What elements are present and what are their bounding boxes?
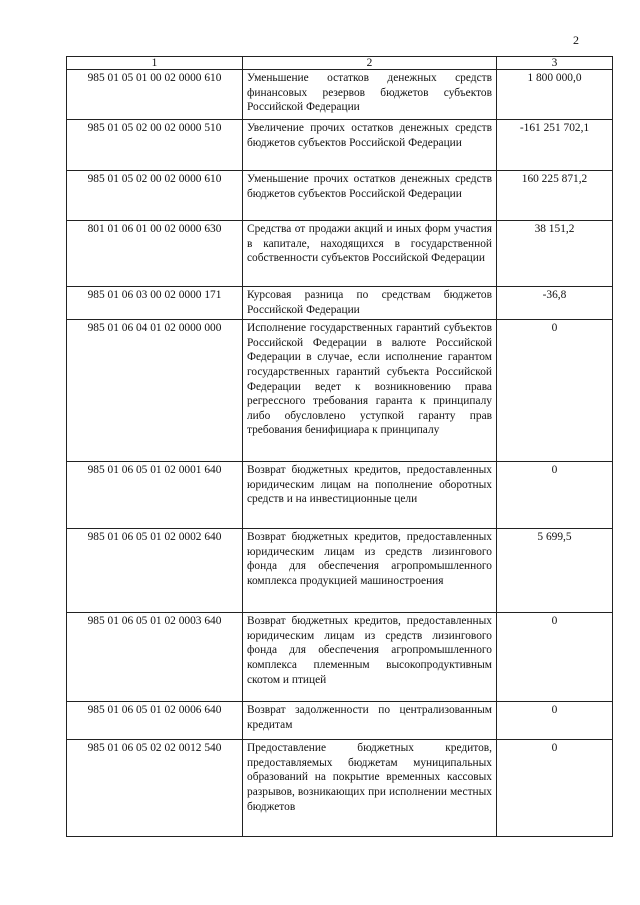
row-amount: 0 [497,613,613,702]
row-description: Уменьшение остатков денежных средств финансовых резервов бюджетов субъектов Российской Федерации [243,70,497,120]
table-row [67,120,613,171]
table-header-row [67,57,613,70]
table-row [67,221,613,287]
row-description: Предоставление бюджетных кредитов, предоставляемых бюджетам муниципальных образований на покрытие временных кассовых разрывов, возникающих при исполнении местных бюджетов [243,740,497,837]
row-amount: 0 [497,320,613,462]
row-description: Увеличение прочих остатков денежных средств бюджетов субъектов Российской Федерации [243,120,497,171]
row-code: 985 01 05 01 00 02 0000 610 [67,70,243,120]
table-row [67,171,613,221]
row-description: Средства от продажи акций и иных форм участия в капитале, находящихся в государственной собственности субъектов Российской Федерации [243,221,497,287]
row-amount: 0 [497,702,613,740]
table-row [67,462,613,529]
row-amount: -36,8 [497,287,613,320]
column-header-description: 2 [243,57,497,70]
column-header-amount: 3 [497,57,613,70]
row-description: Курсовая разница по средствам бюджетов Российской Федерации [243,287,497,320]
table-row [67,740,613,837]
table-row [67,70,613,120]
row-code: 801 01 06 01 00 02 0000 630 [67,221,243,287]
row-code: 985 01 06 03 00 02 0000 171 [67,287,243,320]
column-header-code: 1 [67,57,243,70]
row-description: Уменьшение прочих остатков денежных средств бюджетов субъектов Российской Федерации [243,171,497,221]
row-code: 985 01 06 05 01 02 0006 640 [67,702,243,740]
budget-sources-table [66,56,613,837]
row-amount: 0 [497,740,613,837]
table-row [67,320,613,462]
row-amount: -161 251 702,1 [497,120,613,171]
row-amount: 0 [497,462,613,529]
row-amount: 160 225 871,2 [497,171,613,221]
row-code: 985 01 05 02 00 02 0000 610 [67,171,243,221]
row-code: 985 01 06 05 01 02 0001 640 [67,462,243,529]
row-description: Возврат бюджетных кредитов, предоставленных юридическим лицам на пополнение оборотных средств и на инвестиционные цели [243,462,497,529]
row-amount: 5 699,5 [497,529,613,613]
row-description: Исполнение государственных гарантий субъектов Российской Федерации в валюте Российской Федерации в случае, если исполнение гарантом государственных гарантий субъекта Российской Федерации ведет к возникновению права регрессного требования гаранта к принципалу либо обусловлено уступкой гаранту прав требования бенифициара к принципалу [243,320,497,462]
row-description: Возврат задолженности по централизованным кредитам [243,702,497,740]
page-number: 2 [573,33,579,47]
row-code: 985 01 05 02 00 02 0000 510 [67,120,243,171]
row-amount: 38 151,2 [497,221,613,287]
row-description: Возврат бюджетных кредитов, предоставленных юридическим лицам из средств лизингового фонда для обеспечения агропромышленного комплекса продукцией машиностроения [243,529,497,613]
row-code: 985 01 06 05 01 02 0002 640 [67,529,243,613]
table-row [67,287,613,320]
row-code: 985 01 06 05 01 02 0003 640 [67,613,243,702]
row-amount: 1 800 000,0 [497,70,613,120]
row-description: Возврат бюджетных кредитов, предоставленных юридическим лицам из средств лизингового фонда для обеспечения агропромышленного комплекса племенным высокопродуктивным скотом и птицей [243,613,497,702]
row-code: 985 01 06 04 01 02 0000 000 [67,320,243,462]
row-code: 985 01 06 05 02 02 0012 540 [67,740,243,837]
table-row [67,702,613,740]
table-row [67,529,613,613]
table-row [67,613,613,702]
